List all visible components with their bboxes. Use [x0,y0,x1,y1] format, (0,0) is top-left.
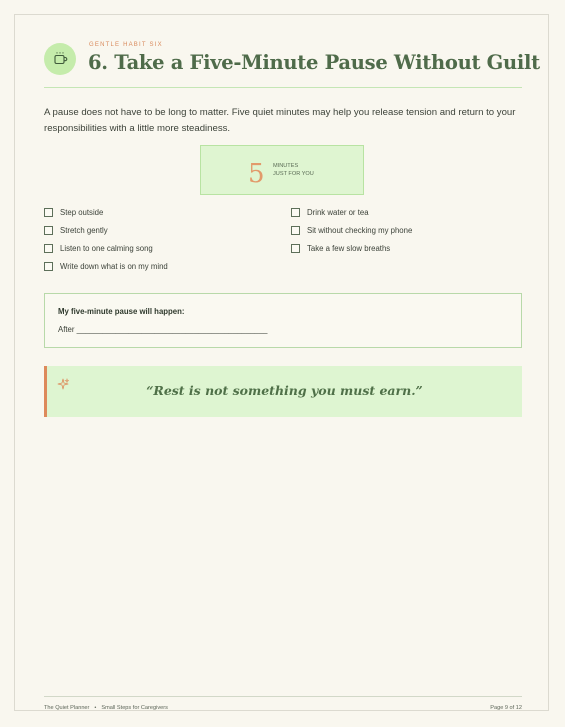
quote-text: “Rest is not something you must earn.” [146,383,423,398]
checklist-item-label: Listen to one calming song [60,244,153,253]
footer-divider [44,696,522,697]
pause-plan-field[interactable]: After ____________________________________________ [58,325,268,334]
pause-plan-label: My five-minute pause will happen: [58,307,185,316]
checklist-item[interactable] [291,208,369,217]
pause-plan-box [44,293,522,348]
checklist-item[interactable] [291,244,390,253]
intro-paragraph: A pause does not have to be long to matter. Five quiet minutes may help you release tension and return to your responsibilities with a little more steadiness. [44,107,516,134]
page-number: Page 9 of 12 [490,705,522,711]
checklist-item[interactable] [44,226,108,235]
checklist-item-label: Take a few slow breaths [307,244,391,253]
footer-subtitle: Small Steps for Caregivers [101,705,168,711]
habit-eyebrow: GENTLE HABIT SIX [89,42,163,48]
page [14,14,549,711]
checkbox[interactable] [291,226,300,235]
checklist-item-label: Write down what is on my mind [60,262,168,271]
minutes-caption-line2: JUST FOR YOU [273,170,314,177]
minutes-number: 5 [248,159,265,189]
checklist-item[interactable] [44,262,168,271]
checkbox[interactable] [44,226,53,235]
checklist-item[interactable] [291,226,412,235]
page-title: 6. Take a Five-Minute Pause Without Guilt [88,51,540,74]
checkbox[interactable] [44,208,53,217]
coffee-cup-icon [44,43,76,75]
footer-brand: The Quiet Planner [44,705,90,711]
quote-callout [44,366,522,417]
checklist-item-label: Drink water or tea [307,208,369,217]
footer-separator: • [94,705,97,711]
checklist-item-label: Step outside [60,208,104,217]
checklist-item[interactable] [44,244,153,253]
checkbox[interactable] [291,208,300,217]
checklist-item[interactable] [44,208,103,217]
minutes-badge [200,145,364,195]
footer-left [44,705,168,711]
checkbox[interactable] [44,244,53,253]
checklist-item-label: Stretch gently [60,226,108,235]
title-divider [44,87,522,88]
checkbox[interactable] [291,244,300,253]
checkbox[interactable] [44,262,53,271]
minutes-caption [273,163,314,178]
checklist-item-label: Sit without checking my phone [307,226,413,235]
minutes-caption-line1: MINUTES [273,163,299,169]
